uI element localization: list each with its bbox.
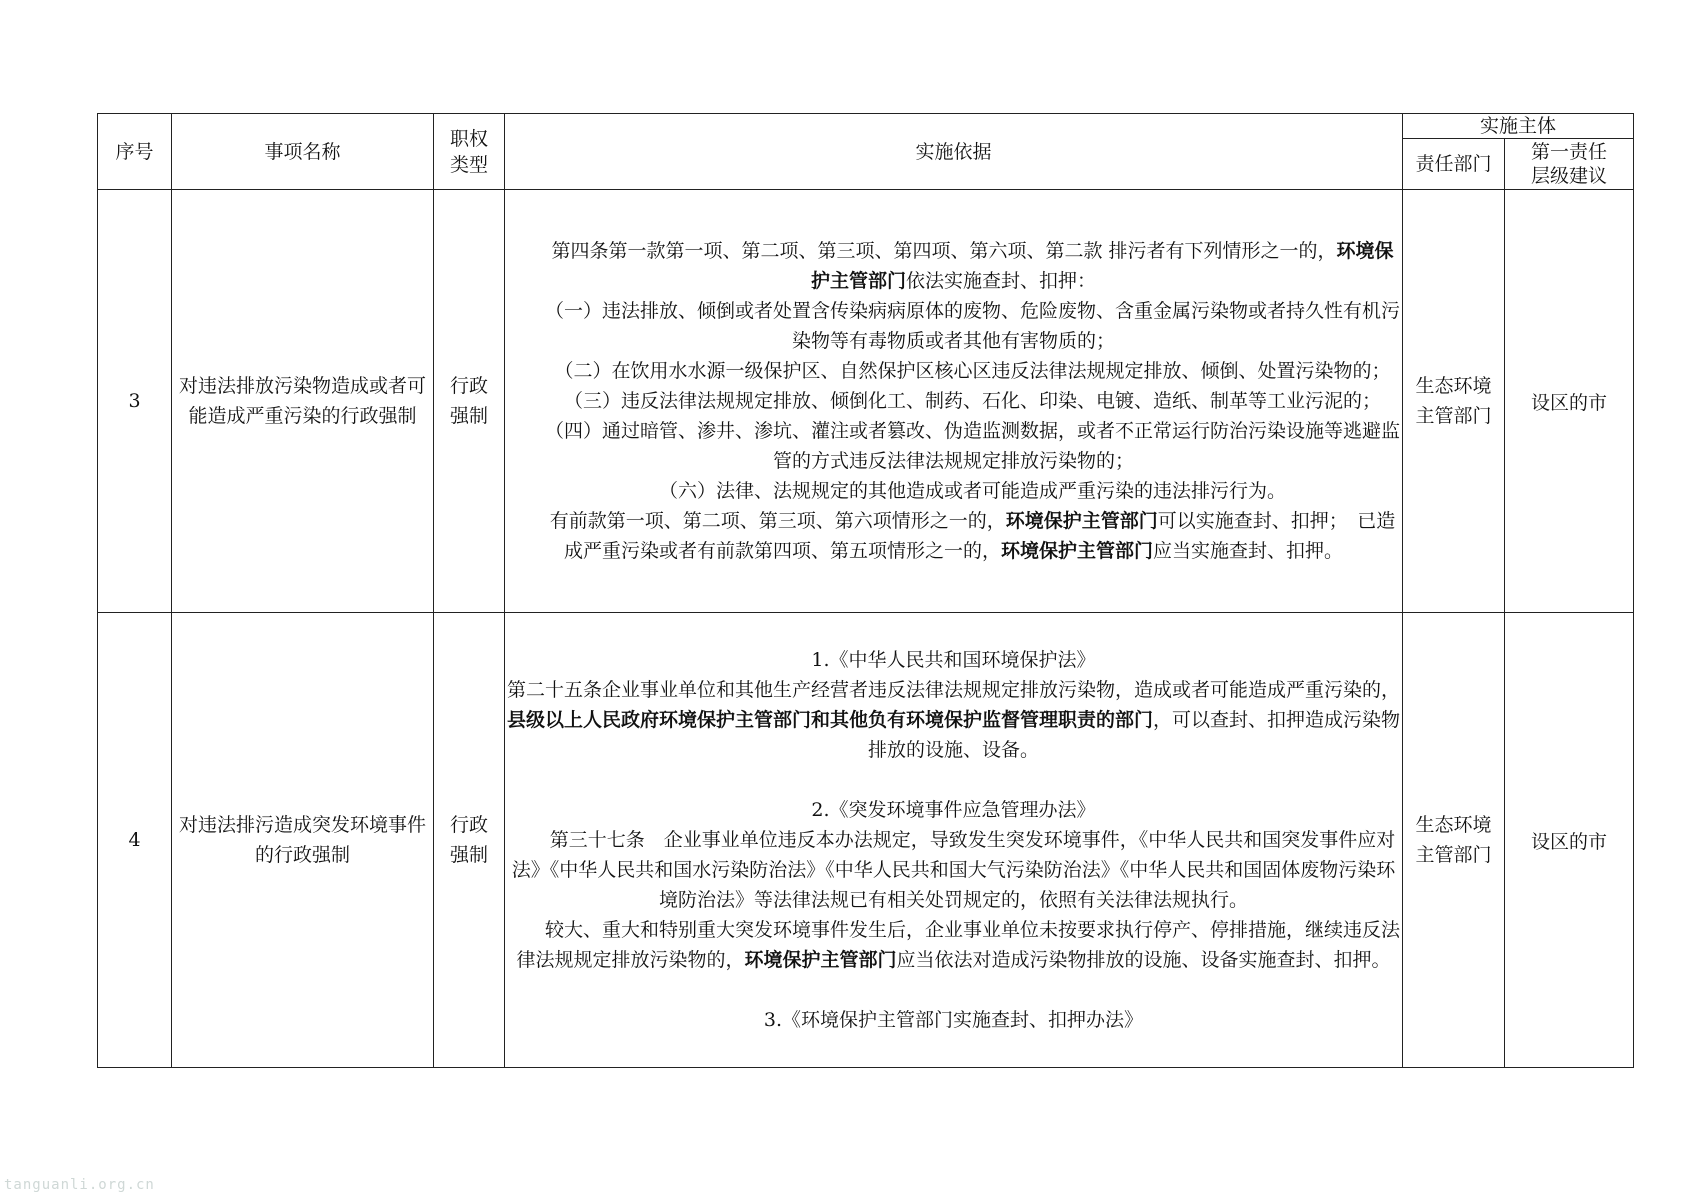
basis-text: 第二十五条企业事业单位和其他生产经营者违反法律法规规定排放污染物，造成或者可能造成严重污染的， bbox=[506, 679, 1400, 701]
row-dept: 生态环境 主管部门 bbox=[1403, 190, 1505, 613]
document-table bbox=[97, 113, 1634, 1068]
basis-emphasis: 环境保护主管部门 bbox=[744, 949, 897, 971]
basis-text: （三）违反法律法规规定排放、倾倒化工、制药、石化、印染、电镀、造纸、制革等工业污泥的； bbox=[563, 390, 1381, 412]
row-basis bbox=[505, 190, 1403, 613]
row-level: 设区的市 bbox=[1505, 613, 1634, 1068]
header-subject-group: 实施主体 bbox=[1403, 114, 1634, 139]
basis-text: 依法实施查封、扣押： bbox=[906, 270, 1097, 292]
row-seq: 3 bbox=[98, 190, 172, 613]
basis-paragraph bbox=[505, 416, 1402, 476]
basis-spacer bbox=[505, 765, 1402, 795]
basis-text: 应当依法对造成污染物排放的设施、设备实施查封、扣押。 bbox=[896, 949, 1391, 971]
header-row bbox=[98, 114, 1634, 139]
basis-paragraph bbox=[505, 795, 1402, 825]
basis-text: ，可以查封、扣押造成污染物排放的设施、设备。 bbox=[867, 709, 1401, 761]
basis-text: 可以实施查封、扣押； 已造成严重污染或者有前款第四项、第五项情形之一的， bbox=[563, 510, 1396, 562]
header-level bbox=[1505, 139, 1634, 190]
header-dept: 责任部门 bbox=[1403, 139, 1505, 190]
basis-emphasis: 环境保护主管部门 bbox=[810, 240, 1394, 292]
basis-emphasis: 环境保护主管部门 bbox=[1000, 540, 1153, 562]
header-item-name: 事项名称 bbox=[172, 114, 434, 190]
watermark: tanguanli.org.cn bbox=[4, 1177, 155, 1193]
header-level-text: 第一责任 层级建议 bbox=[1531, 141, 1608, 187]
basis-text: 1.《中华人民共和国环境保护法》 bbox=[811, 649, 1096, 671]
basis-paragraph bbox=[505, 825, 1402, 915]
basis-text: 第四条第一款第一项、第二项、第三项、第四项、第六项、第二款 排污者有下列情形之一的， bbox=[551, 240, 1337, 262]
basis-paragraph bbox=[505, 675, 1402, 765]
row-level: 设区的市 bbox=[1505, 190, 1634, 613]
basis-text: 3.《环境保护主管部门实施查封、扣押办法》 bbox=[763, 1009, 1144, 1031]
basis-paragraph bbox=[505, 296, 1402, 356]
basis-text: （一）违法排放、倾倒或者处置含传染病病原体的废物、危险废物、含重金属污染物或者持久性有机污染物等有毒物质或者其他有害物质的； bbox=[544, 300, 1400, 352]
basis-paragraph bbox=[505, 236, 1402, 296]
basis-text: 较大、重大和特别重大突发环境事件发生后，企业事业单位未按要求执行停产、停排措施，继续违反法律法规规定排放污染物的， bbox=[516, 919, 1400, 971]
basis-paragraph bbox=[505, 1005, 1402, 1035]
basis-text: 有前款第一项、第二项、第三项、第六项情形之一的， bbox=[549, 510, 1006, 532]
row-basis bbox=[505, 613, 1403, 1068]
basis-text: 应当实施查封、扣押。 bbox=[1153, 540, 1344, 562]
header-power-type-text: 职权 类型 bbox=[449, 127, 488, 176]
basis-emphasis: 环境保护主管部门 bbox=[1005, 510, 1158, 532]
row-item-name: 对违法排放污染物造成或者可能造成严重污染的行政强制 bbox=[172, 190, 434, 613]
basis-paragraph bbox=[505, 915, 1402, 975]
row-seq: 4 bbox=[98, 613, 172, 1068]
basis-text: 2.《突发环境事件应急管理办法》 bbox=[811, 799, 1096, 821]
row-power-type: 行政 强制 bbox=[434, 190, 505, 613]
basis-paragraph bbox=[505, 645, 1402, 675]
basis-paragraph bbox=[505, 476, 1402, 506]
table-body bbox=[98, 190, 1634, 1068]
basis-text: （四）通过暗管、渗井、渗坑、灌注或者篡改、伪造监测数据，或者不正常运行防治污染设施等逃避监管的方式违反法律法规规定排放污染物的； bbox=[544, 420, 1400, 472]
basis-text: （二）在饮用水水源一级保护区、自然保护区核心区违反法律法规规定排放、倾倒、处置污染物的； bbox=[554, 360, 1391, 382]
basis-spacer bbox=[505, 975, 1402, 1005]
basis-text: （六）法律、法规规定的其他造成或者可能造成严重污染的违法排污行为。 bbox=[658, 480, 1286, 502]
table-row bbox=[98, 190, 1634, 613]
basis-paragraph bbox=[505, 506, 1402, 566]
basis-paragraph bbox=[505, 356, 1402, 386]
header-basis: 实施依据 bbox=[505, 114, 1403, 190]
basis-paragraph bbox=[505, 386, 1402, 416]
row-power-type: 行政 强制 bbox=[434, 613, 505, 1068]
header-seq: 序号 bbox=[98, 114, 172, 190]
row-item-name: 对违法排污造成突发环境事件的行政强制 bbox=[172, 613, 434, 1068]
basis-text: 第三十七条 企业事业单位违反本办法规定，导致发生突发环境事件，《中华人民共和国突发事件应对法》《中华人民共和国水污染防治法》《中华人民共和国大气污染防治法》《中华人民共和国固体废物污染环境防治法》等法律法规已有相关处罚规定的，依照有关法律法规执行。 bbox=[511, 829, 1396, 911]
header-power-type bbox=[434, 114, 505, 190]
table-row bbox=[98, 613, 1634, 1068]
row-dept: 生态环境 主管部门 bbox=[1403, 613, 1505, 1068]
basis-emphasis: 县级以上人民政府环境保护主管部门和其他负有环境保护监督管理职责的部门 bbox=[506, 709, 1153, 731]
